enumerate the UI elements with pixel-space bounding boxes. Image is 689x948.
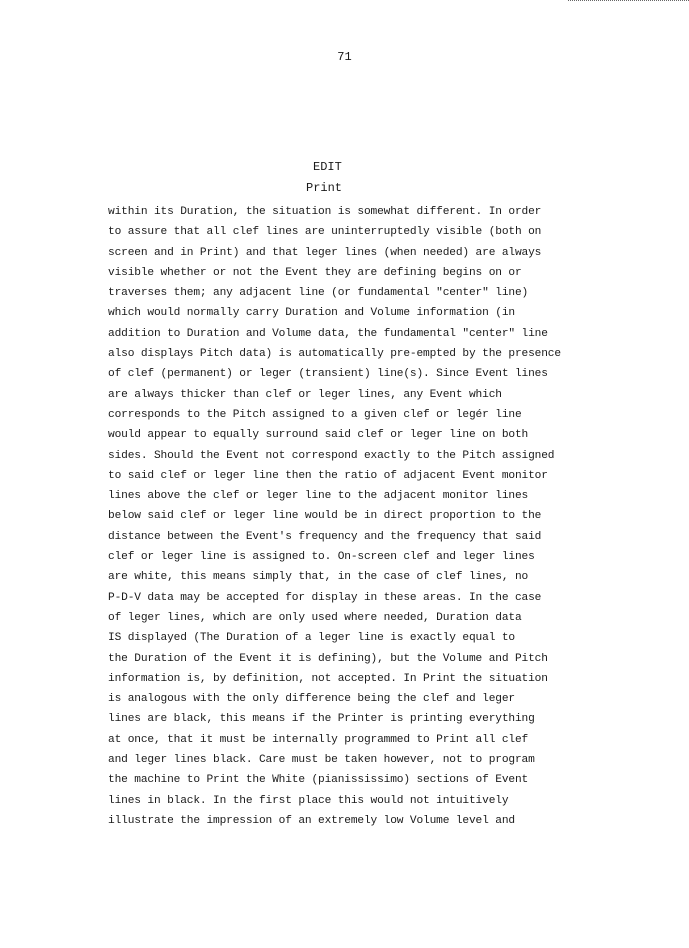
section-heading: EDIT — [313, 160, 342, 174]
text-line: are always thicker than clef or leger lines, any Event which — [108, 388, 502, 401]
body-paragraph — [108, 202, 568, 831]
text-line: is analogous with the only difference being the clef and leger — [108, 693, 515, 706]
text-line: corresponds to the Pitch assigned to a given clef or legér line — [108, 408, 522, 421]
text-line: information is, by definition, not accepted. In Print the situation — [108, 672, 548, 685]
scan-edge-mark — [568, 0, 689, 3]
text-line: within its Duration, the situation is somewhat different. In order — [108, 206, 542, 218]
text-line: IS displayed (The Duration of a leger line is exactly equal to — [108, 632, 515, 645]
text-line: lines are black, this means if the Printer is printing everything — [108, 713, 535, 726]
text-line: visible whether or not the Event they are defining begins on or — [108, 266, 522, 279]
text-line: of clef (permanent) or leger (transient) line(s). Since Event lines — [108, 368, 548, 381]
text-line: to said clef or leger line then the ratio of adjacent Event monitor — [108, 469, 548, 482]
text-line: and leger lines black. Care must be taken however, not to program — [108, 754, 535, 767]
text-line: addition to Duration and Volume data, the fundamental "center" line — [108, 327, 548, 340]
text-line: sides. Should the Event not correspond exactly to the Pitch assigned — [108, 449, 555, 462]
text-line: traverses them; any adjacent line (or fundamental "center" line) — [108, 287, 529, 300]
text-line: lines in black. In the first place this would not intuitively — [108, 794, 509, 807]
text-line: to assure that all clef lines are uninterruptedly visible (both on — [108, 226, 542, 239]
text-line: lines above the clef or leger line to the adjacent monitor lines — [108, 490, 529, 503]
page-number: 71 — [337, 50, 352, 64]
text-line: illustrate the impression of an extremely low Volume level and — [108, 814, 515, 827]
text-line: P-D-V data may be accepted for display in these areas. In the case — [108, 591, 542, 604]
text-line: of leger lines, which are only used where needed, Duration data — [108, 611, 522, 624]
text-line: are white, this means simply that, in the case of clef lines, no — [108, 571, 529, 584]
section-subheading: Print — [306, 181, 343, 195]
text-line: which would normally carry Duration and Volume information (in — [108, 307, 515, 320]
text-line: distance between the Event's frequency and the frequency that said — [108, 530, 542, 543]
text-line: the machine to Print the White (pianississimo) sections of Event — [108, 774, 529, 787]
text-line: would appear to equally surround said clef or leger line on both — [108, 429, 529, 442]
text-line: screen and in Print) and that leger lines (when needed) are always — [108, 246, 542, 259]
text-line: below said clef or leger line would be in direct proportion to the — [108, 510, 542, 523]
text-line: clef or leger line is assigned to. On-screen clef and leger lines — [108, 551, 535, 564]
text-line: at once, that it must be internally programmed to Print all clef — [108, 733, 529, 746]
text-line: also displays Pitch data) is automatically pre-empted by the presence — [108, 348, 561, 361]
text-line: the Duration of the Event it is defining), but the Volume and Pitch — [108, 652, 548, 665]
